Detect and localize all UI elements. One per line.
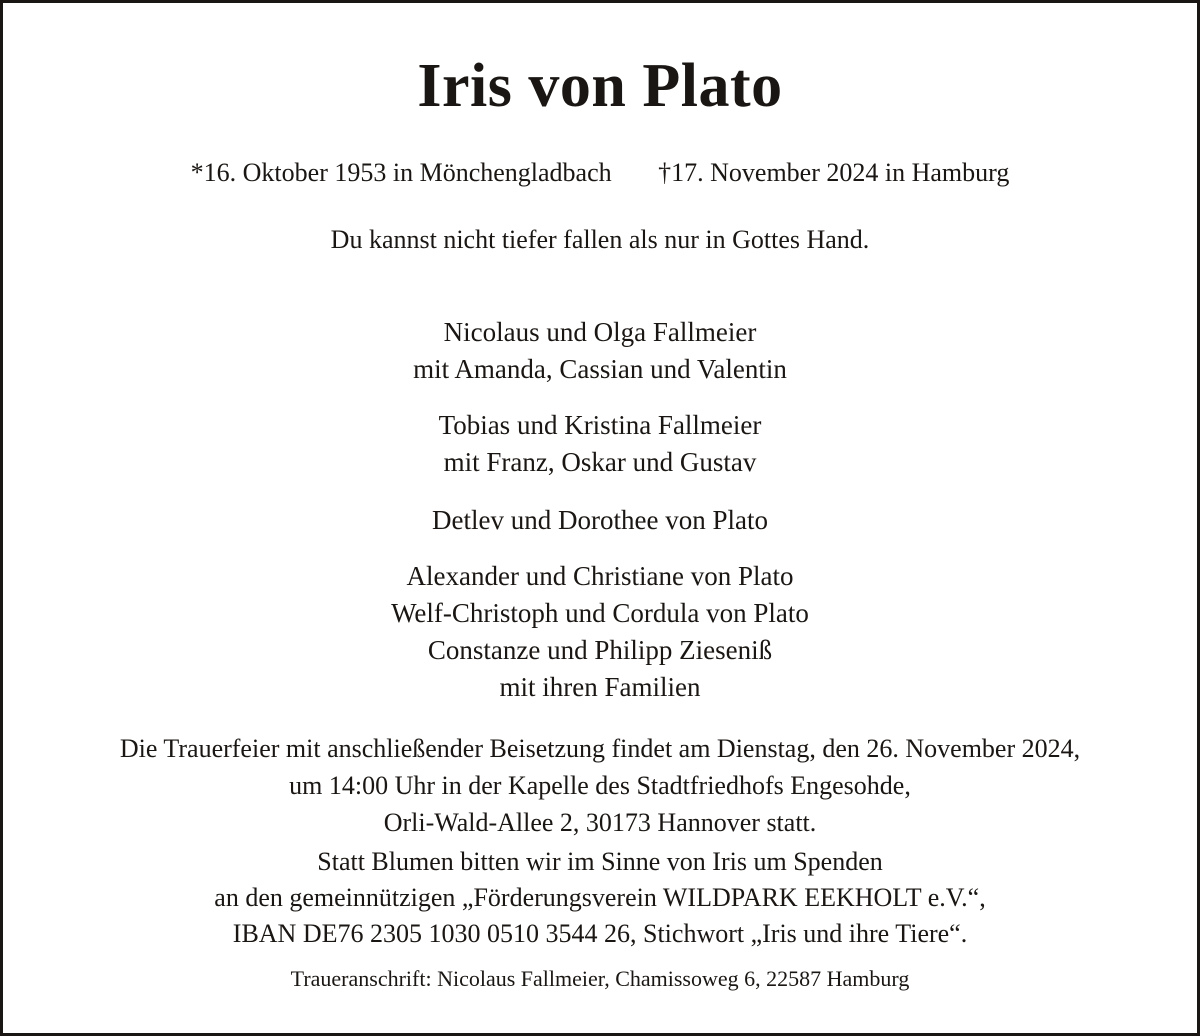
family-line: Detlev und Dorothee von Plato	[432, 505, 768, 535]
family-line: mit Franz, Oskar und Gustav	[443, 447, 757, 477]
service-line: Die Trauerfeier mit anschließender Beisetzung findet am Dienstag, den 26. November 2024,	[119, 734, 1081, 763]
family-line: Nicolaus und Olga Fallmeier	[443, 317, 757, 347]
mourning-address	[3, 964, 1197, 994]
family-group-1	[3, 314, 1197, 388]
family-group-3	[3, 502, 1197, 539]
verse-line: Du kannst nicht tiefer fallen als nur in Gottes Hand.	[330, 225, 870, 254]
family-line: Constanze und Philipp Zieseniß	[427, 635, 773, 665]
donation-line: an den gemeinnützigen „Förderungsverein WILDPARK EEKHOLT e.V.“,	[214, 883, 986, 912]
service-line: um 14:00 Uhr in der Kapelle des Stadtfriedhofs Engesohde,	[289, 771, 911, 800]
verse	[3, 221, 1197, 258]
life-dates	[3, 155, 1197, 191]
family-line: Tobias und Kristina Fallmeier	[438, 410, 762, 440]
family-line: Alexander und Christiane von Plato	[406, 561, 794, 591]
address-line: Traueranschrift: Nicolaus Fallmeier, Chamissoweg 6, 22587 Hamburg	[290, 966, 910, 991]
family-group-2	[3, 407, 1197, 481]
family-group-4	[3, 558, 1197, 706]
donation-line: Statt Blumen bitten wir im Sinne von Iris um Spenden	[317, 847, 883, 876]
donation-line: IBAN DE76 2305 1030 0510 3544 26, Stichwort „Iris und ihre Tiere“.	[232, 919, 968, 948]
deceased-name: Iris von Plato	[417, 52, 783, 120]
service-line: Orli-Wald-Allee 2, 30173 Hannover statt.	[383, 808, 817, 837]
family-line: mit Amanda, Cassian und Valentin	[413, 354, 787, 384]
funeral-service-info	[3, 730, 1197, 841]
donation-info	[3, 844, 1197, 952]
birth-date: *16. Oktober 1953 in Mönchengladbach	[190, 158, 612, 187]
family-line: Welf-Christoph und Cordula von Plato	[391, 598, 809, 628]
family-line: mit ihren Familien	[499, 672, 701, 702]
death-date: †17. November 2024 in Hamburg	[658, 158, 1010, 187]
